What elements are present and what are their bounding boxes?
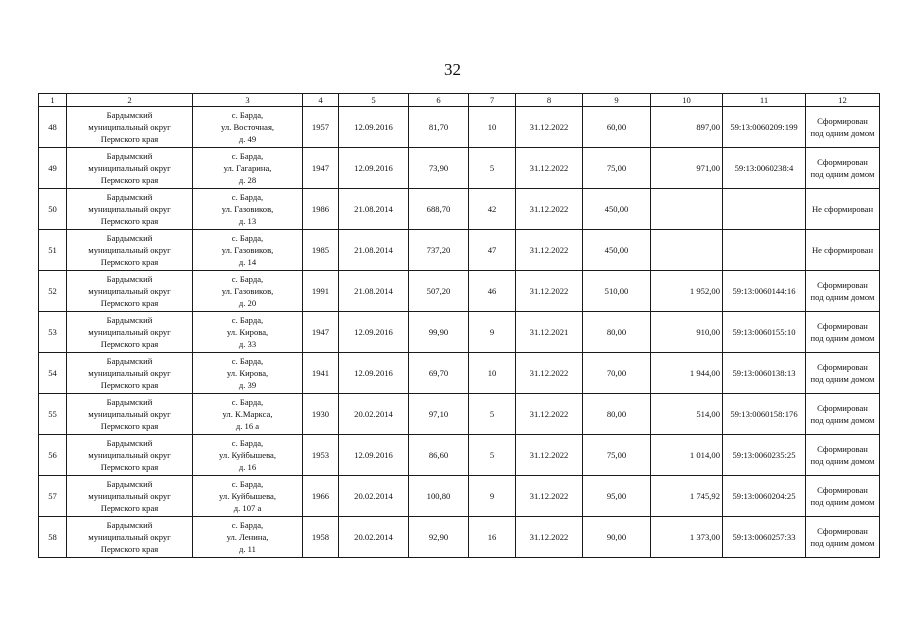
- table-row: [39, 189, 880, 230]
- column-header: 3: [193, 94, 303, 107]
- land-area-cell: 1 944,00: [651, 353, 723, 394]
- value-cell: 90,00: [583, 517, 651, 558]
- address-cell: [193, 148, 303, 189]
- row-number-cell: 50: [39, 189, 67, 230]
- date-cell: 20.02.2014: [339, 517, 409, 558]
- land-area-cell: 897,00: [651, 107, 723, 148]
- status-cell: [806, 271, 880, 312]
- municipality-line: Бардымский: [106, 233, 153, 243]
- address-line: с. Барда,: [231, 479, 264, 489]
- cadastral-number-cell: 59:13:0060155:10: [723, 312, 806, 353]
- status-line: Сформирован: [817, 444, 868, 454]
- status-line: под одним домом: [810, 292, 875, 302]
- municipality-line: Пермского края: [100, 462, 159, 472]
- municipality-cell: [67, 148, 193, 189]
- area-cell: 99,90: [409, 312, 469, 353]
- municipality-line: муниципальный округ: [88, 204, 171, 214]
- area-cell: 73,90: [409, 148, 469, 189]
- value-cell: 75,00: [583, 148, 651, 189]
- land-area-cell: 1 014,00: [651, 435, 723, 476]
- year-built-cell: 1947: [303, 148, 339, 189]
- municipality-line: муниципальный округ: [88, 245, 171, 255]
- column-header: 12: [806, 94, 880, 107]
- status-line: под одним домом: [810, 415, 875, 425]
- municipality-line: Пермского края: [100, 544, 159, 554]
- municipality-line: муниципальный округ: [88, 368, 171, 378]
- year-built-cell: 1985: [303, 230, 339, 271]
- residents-count-cell: 10: [469, 107, 516, 148]
- area-cell: 100,80: [409, 476, 469, 517]
- date-cell: 21.08.2014: [339, 189, 409, 230]
- municipality-line: муниципальный округ: [88, 327, 171, 337]
- address-cell: [193, 271, 303, 312]
- status-line: Сформирован: [817, 321, 868, 331]
- row-number-cell: 54: [39, 353, 67, 394]
- address-cell: [193, 394, 303, 435]
- residents-count-cell: 42: [469, 189, 516, 230]
- status-cell: [806, 394, 880, 435]
- date-cell: 12.09.2016: [339, 107, 409, 148]
- cadastral-number-cell: [723, 189, 806, 230]
- cadastral-number-cell: 59:13:0060158:176: [723, 394, 806, 435]
- municipality-line: Пермского края: [100, 421, 159, 431]
- municipality-cell: [67, 476, 193, 517]
- cadastral-number-cell: 59:13:0060209:199: [723, 107, 806, 148]
- column-header: 8: [516, 94, 583, 107]
- year-built-cell: 1991: [303, 271, 339, 312]
- municipality-cell: [67, 189, 193, 230]
- column-header: 5: [339, 94, 409, 107]
- municipality-line: муниципальный округ: [88, 163, 171, 173]
- year-built-cell: 1953: [303, 435, 339, 476]
- status-line: Сформирован: [817, 280, 868, 290]
- municipality-line: Бардымский: [106, 110, 153, 120]
- address-line: д. 49: [238, 134, 257, 144]
- address-line: с. Барда,: [231, 274, 264, 284]
- date-cell: 12.09.2016: [339, 435, 409, 476]
- residents-count-cell: 10: [469, 353, 516, 394]
- municipality-line: Пермского края: [100, 380, 159, 390]
- area-cell: 69,70: [409, 353, 469, 394]
- value-cell: 95,00: [583, 476, 651, 517]
- cadastral-number-cell: 59:13:0060238:4: [723, 148, 806, 189]
- address-line: д. 11: [239, 544, 256, 554]
- municipality-cell: [67, 271, 193, 312]
- table-row: [39, 271, 880, 312]
- column-header: 10: [651, 94, 723, 107]
- deadline-cell: 31.12.2022: [516, 107, 583, 148]
- municipality-line: Бардымский: [106, 397, 153, 407]
- column-header: 6: [409, 94, 469, 107]
- area-cell: 507,20: [409, 271, 469, 312]
- address-line: с. Барда,: [231, 438, 264, 448]
- address-line: ул. Кирова,: [226, 368, 269, 378]
- cadastral-number-cell: 59:13:0060204:25: [723, 476, 806, 517]
- land-area-cell: 910,00: [651, 312, 723, 353]
- municipality-cell: [67, 353, 193, 394]
- deadline-cell: 31.12.2022: [516, 353, 583, 394]
- value-cell: 80,00: [583, 312, 651, 353]
- municipality-line: Пермского края: [100, 257, 159, 267]
- table-row: [39, 107, 880, 148]
- address-cell: [193, 353, 303, 394]
- cadastral-number-cell: 59:13:0060144:16: [723, 271, 806, 312]
- municipality-line: муниципальный округ: [88, 532, 171, 542]
- address-line: д. 14: [238, 257, 257, 267]
- cadastral-number-cell: 59:13:0060235:25: [723, 435, 806, 476]
- address-cell: [193, 476, 303, 517]
- value-cell: 75,00: [583, 435, 651, 476]
- year-built-cell: 1947: [303, 312, 339, 353]
- status-line: Сформирован: [817, 403, 868, 413]
- residents-count-cell: 16: [469, 517, 516, 558]
- address-line: ул. Восточная,: [220, 122, 275, 132]
- address-cell: [193, 107, 303, 148]
- municipality-line: муниципальный округ: [88, 450, 171, 460]
- status-line: под одним домом: [810, 128, 875, 138]
- address-line: с. Барда,: [231, 520, 264, 530]
- row-number-cell: 55: [39, 394, 67, 435]
- area-cell: 737,20: [409, 230, 469, 271]
- year-built-cell: 1986: [303, 189, 339, 230]
- municipality-line: муниципальный округ: [88, 122, 171, 132]
- status-cell: [806, 476, 880, 517]
- table-row: [39, 312, 880, 353]
- address-line: ул. Газовиков,: [221, 286, 274, 296]
- municipality-line: Бардымский: [106, 192, 153, 202]
- status-line: Не сформирован: [811, 204, 874, 214]
- status-cell: [806, 517, 880, 558]
- address-line: д. 28: [238, 175, 257, 185]
- row-number-cell: 58: [39, 517, 67, 558]
- area-cell: 81,70: [409, 107, 469, 148]
- address-line: ул. Ленина,: [226, 532, 269, 542]
- address-line: д. 16: [238, 462, 257, 472]
- municipality-line: муниципальный округ: [88, 491, 171, 501]
- page-number: 32: [444, 60, 461, 79]
- address-line: д. 39: [238, 380, 257, 390]
- deadline-cell: 31.12.2022: [516, 189, 583, 230]
- status-line: под одним домом: [810, 497, 875, 507]
- cadastral-number-cell: 59:13:0060257:33: [723, 517, 806, 558]
- column-header: 7: [469, 94, 516, 107]
- deadline-cell: 31.12.2022: [516, 435, 583, 476]
- table-row: [39, 517, 880, 558]
- status-cell: [806, 230, 880, 271]
- deadline-cell: 31.12.2022: [516, 148, 583, 189]
- row-number-cell: 56: [39, 435, 67, 476]
- status-line: под одним домом: [810, 538, 875, 548]
- land-area-cell: 1 745,92: [651, 476, 723, 517]
- municipality-line: Пермского края: [100, 298, 159, 308]
- column-number-row: [39, 94, 880, 107]
- column-header: 4: [303, 94, 339, 107]
- column-header: 2: [67, 94, 193, 107]
- residents-count-cell: 9: [469, 312, 516, 353]
- cadastral-number-cell: [723, 230, 806, 271]
- address-line: д. 33: [238, 339, 257, 349]
- value-cell: 60,00: [583, 107, 651, 148]
- land-area-cell: [651, 189, 723, 230]
- deadline-cell: 31.12.2021: [516, 312, 583, 353]
- municipality-cell: [67, 312, 193, 353]
- status-line: Сформирован: [817, 362, 868, 372]
- address-line: с. Барда,: [231, 192, 264, 202]
- area-cell: 688,70: [409, 189, 469, 230]
- municipality-line: Пермского края: [100, 216, 159, 226]
- row-number-cell: 52: [39, 271, 67, 312]
- municipality-line: Пермского края: [100, 339, 159, 349]
- status-line: Сформирован: [817, 526, 868, 536]
- table-row: [39, 435, 880, 476]
- status-line: под одним домом: [810, 169, 875, 179]
- residents-count-cell: 47: [469, 230, 516, 271]
- deadline-cell: 31.12.2022: [516, 476, 583, 517]
- column-header: 1: [39, 94, 67, 107]
- municipality-line: Бардымский: [106, 151, 153, 161]
- address-cell: [193, 189, 303, 230]
- municipality-line: Бардымский: [106, 274, 153, 284]
- address-line: д. 16 а: [235, 421, 260, 431]
- address-line: ул. Кирова,: [226, 327, 269, 337]
- row-number-cell: 49: [39, 148, 67, 189]
- status-line: Сформирован: [817, 485, 868, 495]
- land-area-cell: 1 373,00: [651, 517, 723, 558]
- value-cell: 450,00: [583, 230, 651, 271]
- municipality-line: Пермского края: [100, 175, 159, 185]
- address-line: ул. Куйбышева,: [219, 450, 276, 460]
- address-line: с. Барда,: [231, 356, 264, 366]
- date-cell: 12.09.2016: [339, 148, 409, 189]
- municipality-cell: [67, 517, 193, 558]
- municipality-cell: [67, 394, 193, 435]
- value-cell: 80,00: [583, 394, 651, 435]
- municipality-line: Бардымский: [106, 356, 153, 366]
- year-built-cell: 1966: [303, 476, 339, 517]
- date-cell: 21.08.2014: [339, 230, 409, 271]
- residents-count-cell: 5: [469, 148, 516, 189]
- status-line: под одним домом: [810, 374, 875, 384]
- municipality-line: муниципальный округ: [88, 286, 171, 296]
- municipality-line: Бардымский: [106, 479, 153, 489]
- status-cell: [806, 353, 880, 394]
- status-cell: [806, 435, 880, 476]
- land-area-cell: [651, 230, 723, 271]
- row-number-cell: 48: [39, 107, 67, 148]
- address-line: д. 13: [238, 216, 257, 226]
- municipality-line: Бардымский: [106, 520, 153, 530]
- address-cell: [193, 435, 303, 476]
- residents-count-cell: 46: [469, 271, 516, 312]
- row-number-cell: 51: [39, 230, 67, 271]
- row-number-cell: 53: [39, 312, 67, 353]
- municipality-line: муниципальный округ: [88, 409, 171, 419]
- status-line: под одним домом: [810, 333, 875, 343]
- residents-count-cell: 9: [469, 476, 516, 517]
- date-cell: 12.09.2016: [339, 312, 409, 353]
- status-cell: [806, 189, 880, 230]
- municipality-cell: [67, 107, 193, 148]
- status-line: под одним домом: [810, 456, 875, 466]
- status-cell: [806, 148, 880, 189]
- status-line: Сформирован: [817, 157, 868, 167]
- address-line: с. Барда,: [231, 397, 264, 407]
- table-row: [39, 476, 880, 517]
- address-line: ул. Газовиков,: [221, 204, 274, 214]
- area-cell: 86,60: [409, 435, 469, 476]
- residents-count-cell: 5: [469, 435, 516, 476]
- row-number-cell: 57: [39, 476, 67, 517]
- value-cell: 510,00: [583, 271, 651, 312]
- address-line: д. 20: [238, 298, 257, 308]
- date-cell: 20.02.2014: [339, 394, 409, 435]
- municipality-line: Пермского края: [100, 503, 159, 513]
- table-row: [39, 148, 880, 189]
- table-row: [39, 394, 880, 435]
- address-line: с. Барда,: [231, 151, 264, 161]
- municipality-cell: [67, 435, 193, 476]
- address-line: с. Барда,: [231, 110, 264, 120]
- address-line: ул. Газовиков,: [221, 245, 274, 255]
- area-cell: 97,10: [409, 394, 469, 435]
- land-area-cell: 514,00: [651, 394, 723, 435]
- land-area-cell: 1 952,00: [651, 271, 723, 312]
- land-area-cell: 971,00: [651, 148, 723, 189]
- status-cell: [806, 107, 880, 148]
- address-line: ул. К.Маркса,: [222, 409, 273, 419]
- address-cell: [193, 312, 303, 353]
- date-cell: 21.08.2014: [339, 271, 409, 312]
- year-built-cell: 1930: [303, 394, 339, 435]
- table-row: [39, 353, 880, 394]
- address-line: с. Барда,: [231, 315, 264, 325]
- residents-count-cell: 5: [469, 394, 516, 435]
- municipality-cell: [67, 230, 193, 271]
- address-line: с. Барда,: [231, 233, 264, 243]
- year-built-cell: 1941: [303, 353, 339, 394]
- value-cell: 450,00: [583, 189, 651, 230]
- address-line: ул. Куйбышева,: [219, 491, 276, 501]
- column-header: 11: [723, 94, 806, 107]
- municipality-line: Бардымский: [106, 315, 153, 325]
- municipality-line: Пермского края: [100, 134, 159, 144]
- deadline-cell: 31.12.2022: [516, 230, 583, 271]
- housing-register-table: [38, 93, 880, 558]
- address-line: д. 107 а: [233, 503, 262, 513]
- value-cell: 70,00: [583, 353, 651, 394]
- status-cell: [806, 312, 880, 353]
- status-line: Не сформирован: [811, 245, 874, 255]
- area-cell: 92,90: [409, 517, 469, 558]
- status-line: Сформирован: [817, 116, 868, 126]
- column-header: 9: [583, 94, 651, 107]
- date-cell: 20.02.2014: [339, 476, 409, 517]
- address-line: ул. Гагарина,: [223, 163, 272, 173]
- address-cell: [193, 230, 303, 271]
- deadline-cell: 31.12.2022: [516, 394, 583, 435]
- address-cell: [193, 517, 303, 558]
- municipality-line: Бардымский: [106, 438, 153, 448]
- deadline-cell: 31.12.2022: [516, 517, 583, 558]
- year-built-cell: 1958: [303, 517, 339, 558]
- deadline-cell: 31.12.2022: [516, 271, 583, 312]
- date-cell: 12.09.2016: [339, 353, 409, 394]
- cadastral-number-cell: 59:13:0060138:13: [723, 353, 806, 394]
- table-row: [39, 230, 880, 271]
- year-built-cell: 1957: [303, 107, 339, 148]
- table-body: [39, 107, 880, 558]
